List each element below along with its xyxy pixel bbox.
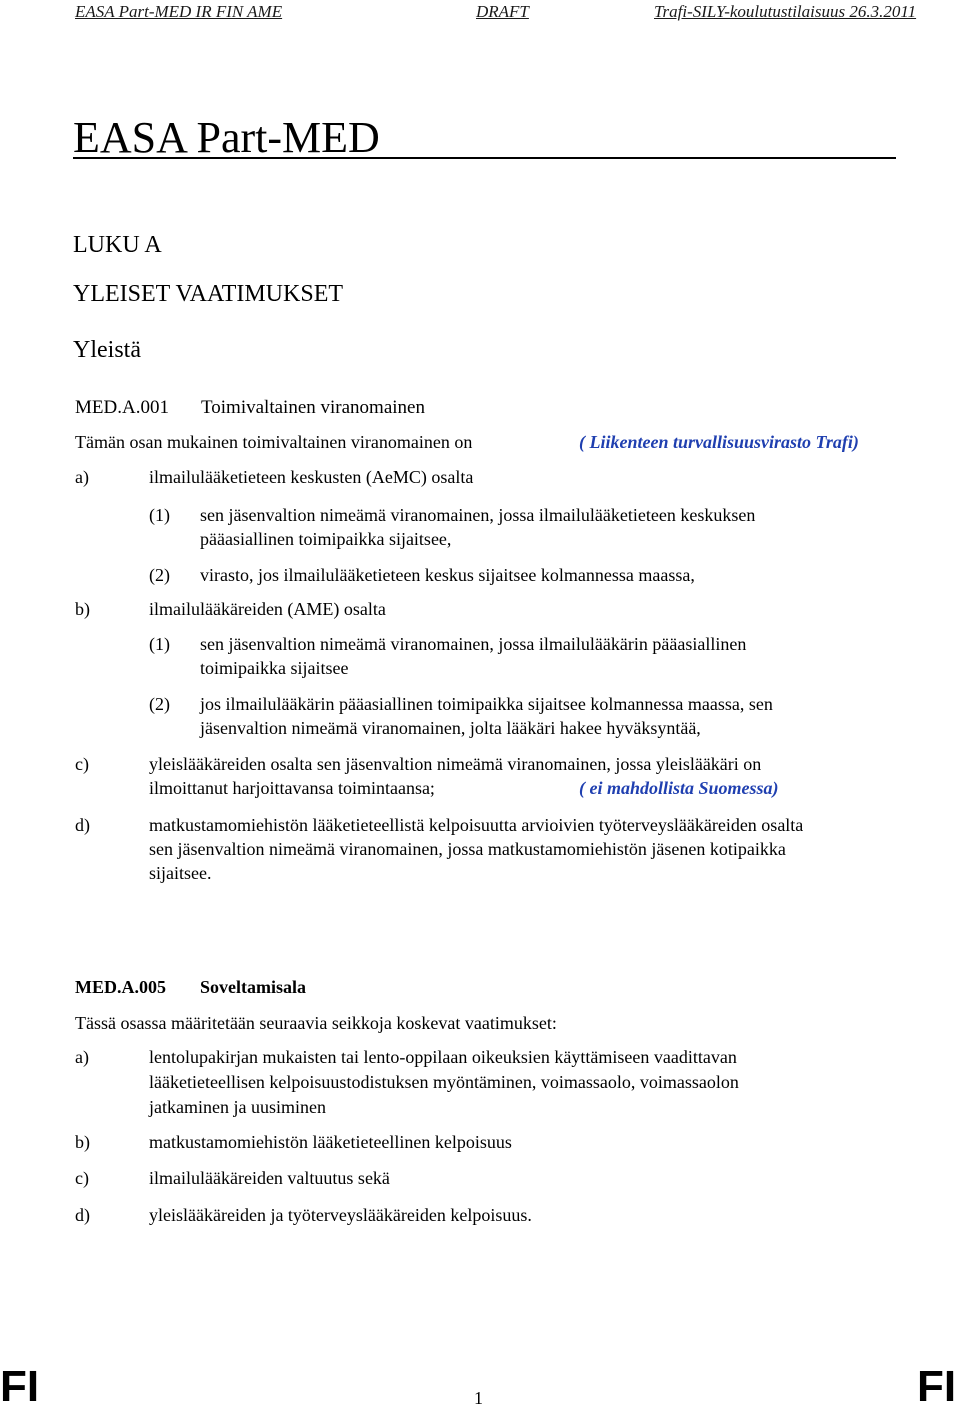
chapter-label: LUKU A [73, 232, 162, 258]
med001-b1-line2: toimipaikka sijaitsee [200, 658, 349, 678]
page-title: EASA Part-MED [73, 113, 380, 162]
med001-note: ( Liikenteen turvallisuusvirasto Trafi) [579, 432, 859, 452]
med001-a-text: ilmailulääketieteen keskusten (AeMC) osalta [149, 467, 474, 487]
med001-c-line1: yleislääkäreiden osalta sen jäsenvaltion nimeämä viranomainen, jossa yleislääkäri on [149, 754, 762, 774]
med001-d-line3: sijaitsee. [149, 863, 212, 883]
med001-c-line2: ilmoittanut harjoittavansa toimintaansa; [149, 778, 435, 798]
med001-a2-label: (2) [149, 565, 170, 585]
med005-a-line3: jatkaminen ja uusiminen [149, 1097, 326, 1117]
footer-language-left: FI [0, 1362, 40, 1411]
med001-a1-line2: pääasiallinen toimipaikka sijaitsee, [200, 529, 452, 549]
med005-d-label: d) [75, 1205, 90, 1225]
med001-c-note: ( ei mahdollista Suomessa) [579, 778, 779, 798]
med005-number: MED.A.005 [75, 977, 166, 997]
med001-a2-line1: virasto, jos ilmailulääketieteen keskus sijaitsee kolmannessa maassa, [200, 565, 695, 585]
med001-d-label: d) [75, 815, 90, 835]
header-right: Trafi-SILY-koulutustilaisuus 26.3.2011 [654, 2, 917, 21]
med005-c-label: c) [75, 1168, 89, 1188]
med001-b2-line2: jäsenvaltion nimeämä viranomainen, jolta lääkäri hakee hyväksyntää, [200, 718, 701, 738]
header-left: EASA Part-MED IR FIN AME [75, 2, 283, 21]
page-number: 1 [474, 1388, 483, 1408]
header-center: DRAFT [476, 2, 529, 21]
med005-title: Soveltamisala [200, 977, 306, 997]
title-underline [73, 157, 896, 159]
med001-a1-label: (1) [149, 505, 170, 525]
med001-b-label: b) [75, 599, 90, 619]
med005-b-label: b) [75, 1132, 90, 1152]
med001-b2-label: (2) [149, 694, 170, 714]
med001-c-label: c) [75, 754, 89, 774]
chapter-title: YLEISET VAATIMUKSET [73, 281, 344, 307]
med001-number: MED.A.001 [75, 397, 169, 418]
med005-b-text: matkustamomiehistön lääketieteellinen kelpoisuus [149, 1132, 512, 1152]
med001-d-line1: matkustamomiehistön lääketieteellistä kelpoisuutta arvioivien työterveyslääkäreiden osalta [149, 815, 804, 835]
med001-a1-line1: sen jäsenvaltion nimeämä viranomainen, jossa ilmailulääketieteen keskuksen [200, 505, 756, 525]
med001-intro: Tämän osan mukainen toimivaltainen viranomainen on [75, 432, 473, 452]
med001-a-label: a) [75, 467, 89, 487]
med005-a-label: a) [75, 1047, 89, 1067]
med005-intro: Tässä osassa määritetään seuraavia seikkoja koskevat vaatimukset: [75, 1013, 557, 1033]
med005-d-text: yleislääkäreiden ja työterveyslääkäreiden kelpoisuus. [149, 1205, 532, 1225]
med001-b2-line1: jos ilmailulääkärin pääasiallinen toimipaikka sijaitsee kolmannessa maassa, sen [200, 694, 773, 714]
med005-a-line1: lentolupakirjan mukaisten tai lento-oppilaan oikeuksien käyttämiseen vaadittavan [149, 1047, 737, 1067]
med001-b1-line1: sen jäsenvaltion nimeämä viranomainen, jossa ilmailulääkärin pääasiallinen [200, 634, 747, 654]
section-title: Yleistä [73, 337, 141, 363]
med005-c-text: ilmailulääkäreiden valtuutus sekä [149, 1168, 390, 1188]
med001-b-text: ilmailulääkäreiden (AME) osalta [149, 599, 386, 619]
footer-language-right: FI [917, 1362, 957, 1411]
med001-title: Toimivaltainen viranomainen [201, 397, 425, 418]
med001-d-line2: sen jäsenvaltion nimeämä viranomainen, jossa matkustamomiehistön jäsenen kotipaikka [149, 839, 786, 859]
med001-b1-label: (1) [149, 634, 170, 654]
med005-a-line2: lääketieteellisen kelpoisuustodistuksen myöntäminen, voimassaolo, voimassaolon [149, 1072, 739, 1092]
